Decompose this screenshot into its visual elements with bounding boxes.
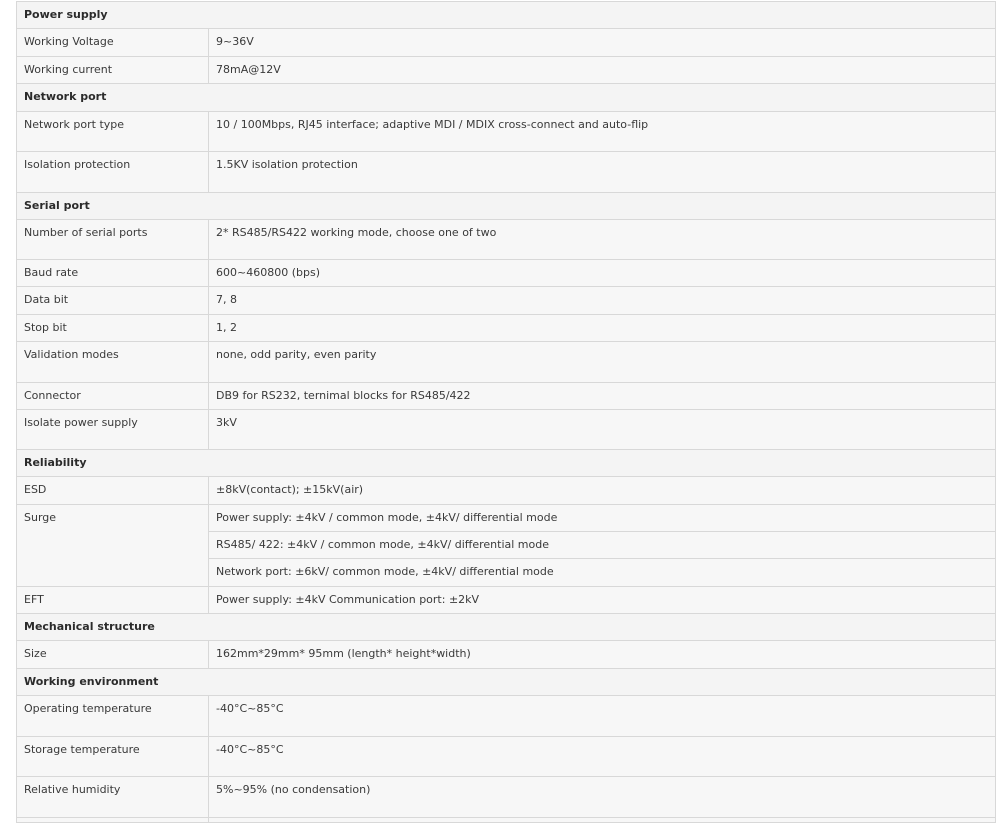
- table-row: [17, 696, 996, 737]
- row-value: 1.5KV isolation protection: [209, 152, 996, 193]
- row-label: Surge: [17, 505, 209, 587]
- row-label: Data bit: [17, 287, 209, 315]
- table-row: [17, 818, 996, 823]
- section-header-serial-port: [17, 193, 996, 220]
- section-title: Working environment: [17, 669, 996, 696]
- section-header-power-supply: [17, 2, 996, 29]
- row-value: none, odd parity, even parity: [209, 342, 996, 383]
- table-row: [17, 342, 996, 383]
- table-row: [17, 29, 996, 57]
- row-value: ±8kV(contact); ±15kV(air): [209, 477, 996, 505]
- table-row: [17, 152, 996, 193]
- section-title: Network port: [17, 84, 996, 112]
- row-label: Number of serial ports: [17, 220, 209, 260]
- section-header-mechanical: [17, 614, 996, 641]
- section-header-network-port: [17, 84, 996, 112]
- row-value: 2* RS485/RS422 working mode, choose one of two: [209, 220, 996, 260]
- row-label: ESD: [17, 477, 209, 505]
- table-row: [17, 477, 996, 505]
- row-label: Validation modes: [17, 342, 209, 383]
- row-label: Working current: [17, 57, 209, 84]
- row-label: Working Voltage: [17, 29, 209, 57]
- row-value: 78mA@12V: [209, 57, 996, 84]
- row-value: 1, 2: [209, 315, 996, 342]
- table-row: [17, 112, 996, 152]
- row-value: RS485/ 422: ±4kV / common mode, ±4kV/ differential mode: [209, 532, 996, 559]
- section-title: Mechanical structure: [17, 614, 996, 641]
- table-row: [17, 57, 996, 84]
- section-title: Reliability: [17, 450, 996, 477]
- row-value-empty: [209, 818, 996, 823]
- table-row: [17, 220, 996, 260]
- section-header-reliability: [17, 450, 996, 477]
- row-value: -40°C~85°C: [209, 696, 996, 737]
- row-label: Storage temperature: [17, 737, 209, 777]
- row-label: Isolate power supply: [17, 410, 209, 450]
- row-value: DB9 for RS232, ternimal blocks for RS485/422: [209, 383, 996, 410]
- row-label: Relative humidity: [17, 777, 209, 818]
- row-value: 10 / 100Mbps, RJ45 interface; adaptive MDI / MDIX cross-connect and auto-flip: [209, 112, 996, 152]
- row-value: Power supply: ±4kV / common mode, ±4kV/ differential mode: [209, 505, 996, 532]
- table-row: [17, 315, 996, 342]
- row-label: Network port type: [17, 112, 209, 152]
- table-row: [17, 410, 996, 450]
- table-row: [17, 587, 996, 614]
- row-label: Stop bit: [17, 315, 209, 342]
- table-row: [17, 641, 996, 669]
- row-value: -40°C~85°C: [209, 737, 996, 777]
- section-title: Serial port: [17, 193, 996, 220]
- row-value: Power supply: ±4kV Communication port: ±2kV: [209, 587, 996, 614]
- row-value: 162mm*29mm* 95mm (length* height*width): [209, 641, 996, 669]
- table-row: [17, 383, 996, 410]
- row-label: EFT: [17, 587, 209, 614]
- row-value: 5%~95% (no condensation): [209, 777, 996, 818]
- row-value: Network port: ±6kV/ common mode, ±4kV/ differential mode: [209, 559, 996, 587]
- row-label: Baud rate: [17, 260, 209, 287]
- section-title: Power supply: [17, 2, 996, 29]
- row-value: 7, 8: [209, 287, 996, 315]
- section-header-environment: [17, 669, 996, 696]
- table-row: [17, 737, 996, 777]
- table-row: [17, 260, 996, 287]
- spec-table: [16, 1, 996, 823]
- row-label-empty: [17, 818, 209, 823]
- row-value: 3kV: [209, 410, 996, 450]
- table-row: [17, 777, 996, 818]
- row-label: Size: [17, 641, 209, 669]
- table-row: [17, 287, 996, 315]
- row-value: 600~460800 (bps): [209, 260, 996, 287]
- row-label: Operating temperature: [17, 696, 209, 737]
- table-row: [17, 505, 996, 532]
- row-label: Connector: [17, 383, 209, 410]
- row-label: Isolation protection: [17, 152, 209, 193]
- row-value: 9~36V: [209, 29, 996, 57]
